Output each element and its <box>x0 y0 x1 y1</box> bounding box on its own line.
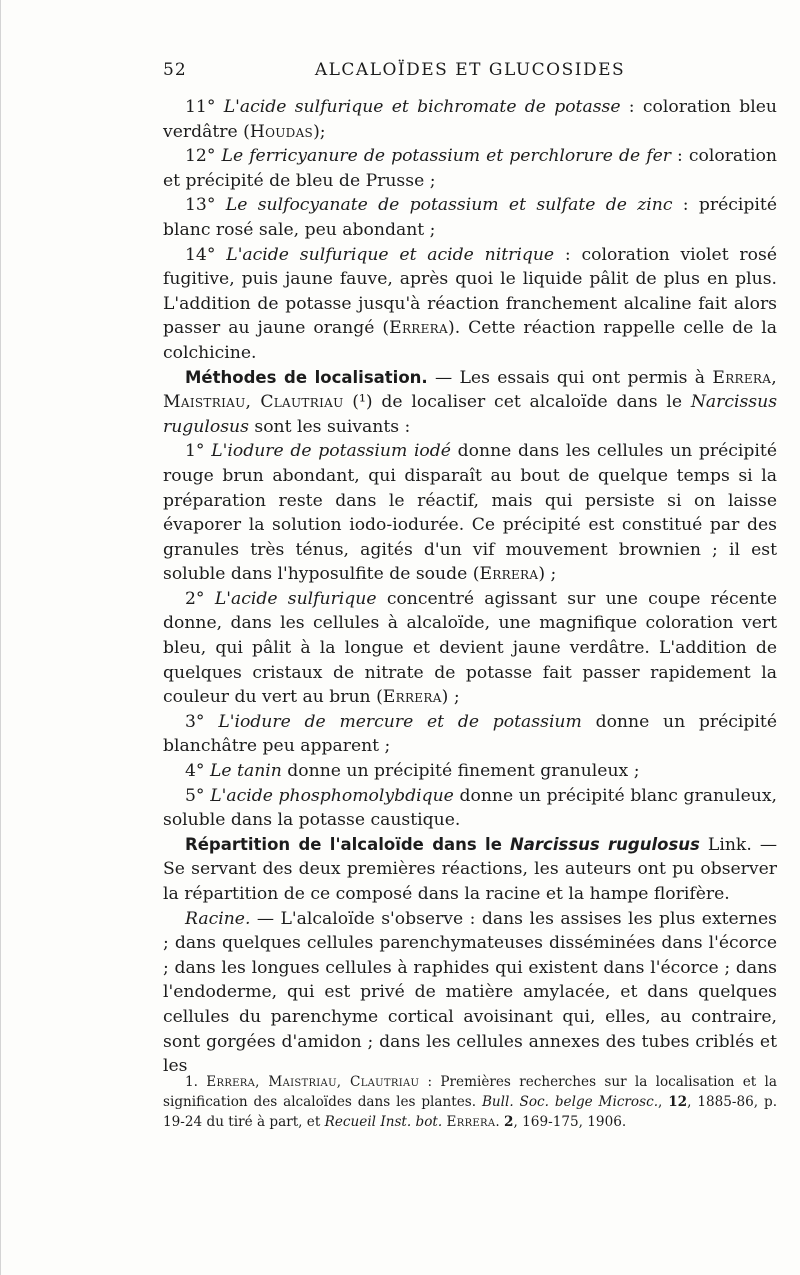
running-title: ALCALOÏDES ET GLUCOSIDES <box>314 60 626 80</box>
repartition-paragraph: Répartition de l'alcaloïde dans le Narcissus rugulosus Link. — Se servant des deux premières réactions, les auteurs ont pu observer la répartition de ce composé dans la racine et la hampe florifère. <box>163 834 778 904</box>
author-ref: Errera <box>389 318 448 339</box>
section-heading-repartition: Répartition de l'alcaloïde dans le <box>185 834 502 854</box>
species-name: Narcissus rugulosus <box>509 834 700 854</box>
method-5: 5° L'acide phosphomolybdique donne un précipité blanc granuleux, soluble dans la potasse caustique. <box>163 785 777 831</box>
journal-name: Bull. Soc. belge Microsc. <box>481 1094 659 1110</box>
method-3: 3° L'iodure de mercure et de potassium donne un précipité blanchâtre peu apparent ; <box>163 711 778 757</box>
method-2: 2° L'acide sulfurique concentré agissant sur une coupe récente donne, dans les cellules à alcaloïde, une magnifique coloration vert bleu, qui pâlit à la longue et devient jaune verdâtre. L'addition de quelques cristaux de nitrate de potasse fait passer rapidement la couleur du vert au brun (Errera) ; <box>163 588 777 708</box>
methodes-paragraph: Méthodes de localisation. — Les essais qui ont permis à Errera, Maistriau, Clautriau (¹) de localiser cet alcaloïde dans le Narcissus rugulosus sont les suivants : <box>163 367 778 437</box>
author-ref: Errera <box>479 564 539 585</box>
page-header <box>163 60 777 84</box>
method-1: 1° L'iodure de potassium iodé donne dans les cellules un précipité rouge brun abondant, qui disparaît au bout de quelque temps si la préparation reste dans le réactif, mais qui persiste si on laisse évaporer la solution iodo-iodurée. Ce précipité est constitué par des granules très ténus, agités d'un vif mouvement brownien ; il est soluble dans l'hyposulfite de soude (Errera) ; <box>163 441 777 585</box>
reaction-11: 11° L'acide sulfurique et bichromate de potasse : coloration bleu verdâtre (Houdas); <box>163 97 777 142</box>
reaction-14: 14° L'acide sulfurique et acide nitrique : coloration violet rosé fugitive, puis jaune fauve, après quoi le liquide pâlit de plus en plus. L'addition de potasse jusqu'à réaction franchement alcaline fait alors passer au jaune orangé (Errera). Cette réaction rappelle celle de la colchicine. <box>163 244 777 363</box>
racine-paragraph: Racine. — L'alcaloïde s'observe : dans les assises les plus externes ; dans quelques cellules parenchymateuses disséminées dans l'écorce ; dans les longues cellules à raphides qui existent dans l'écorce ; dans l'endoderme, qui est privé de matière amylacée, et dans quelques cellules du parenchyme cortical avoisinant qui, elles, au contraire, sont gorgées d'amidon ; dans les cellules annexes des tubes criblés et les <box>163 908 777 1077</box>
subsection-label-racine: Racine. <box>185 908 251 929</box>
species-name: Narcissus rugulosus <box>163 392 778 437</box>
method-4: 4° Le tanin donne un précipité finement granuleux ; <box>185 761 640 782</box>
author-ref: Houdas <box>249 121 314 142</box>
recueil-name: Recueil Inst. bot. <box>324 1114 443 1130</box>
body-text <box>163 95 777 1079</box>
footnote-ref: (¹) <box>352 392 373 413</box>
footnote-authors: Errera, Maistriau, Clautriau <box>206 1074 420 1090</box>
footnote-1: 1. Errera, Maistriau, Clautriau : Premières recherches sur la localisation et la signification des alcaloïdes dans les plantes. Bull. Soc. belge Microsc., 12, 1885-86, p. 19-24 du tiré à part, et Recueil Inst. bot. Errera. 2, 169-175, 1906. <box>163 1074 778 1130</box>
page-number: 52 <box>163 60 187 80</box>
section-heading-methodes: Méthodes de localisation. <box>185 367 428 387</box>
reaction-13: 13° Le sulfocyanate de potassium et sulfate de zinc : précipité blanc rosé sale, peu abondant ; <box>163 195 777 240</box>
author-ref: Errera, Maistriau, Clautriau <box>163 367 777 413</box>
author-ref: Errera <box>382 687 442 708</box>
footnotes <box>163 1072 777 1132</box>
reaction-12: 12° Le ferricyanure de potassium et perchlorure de fer : coloration et précipité de bleu de Prusse ; <box>163 146 777 191</box>
